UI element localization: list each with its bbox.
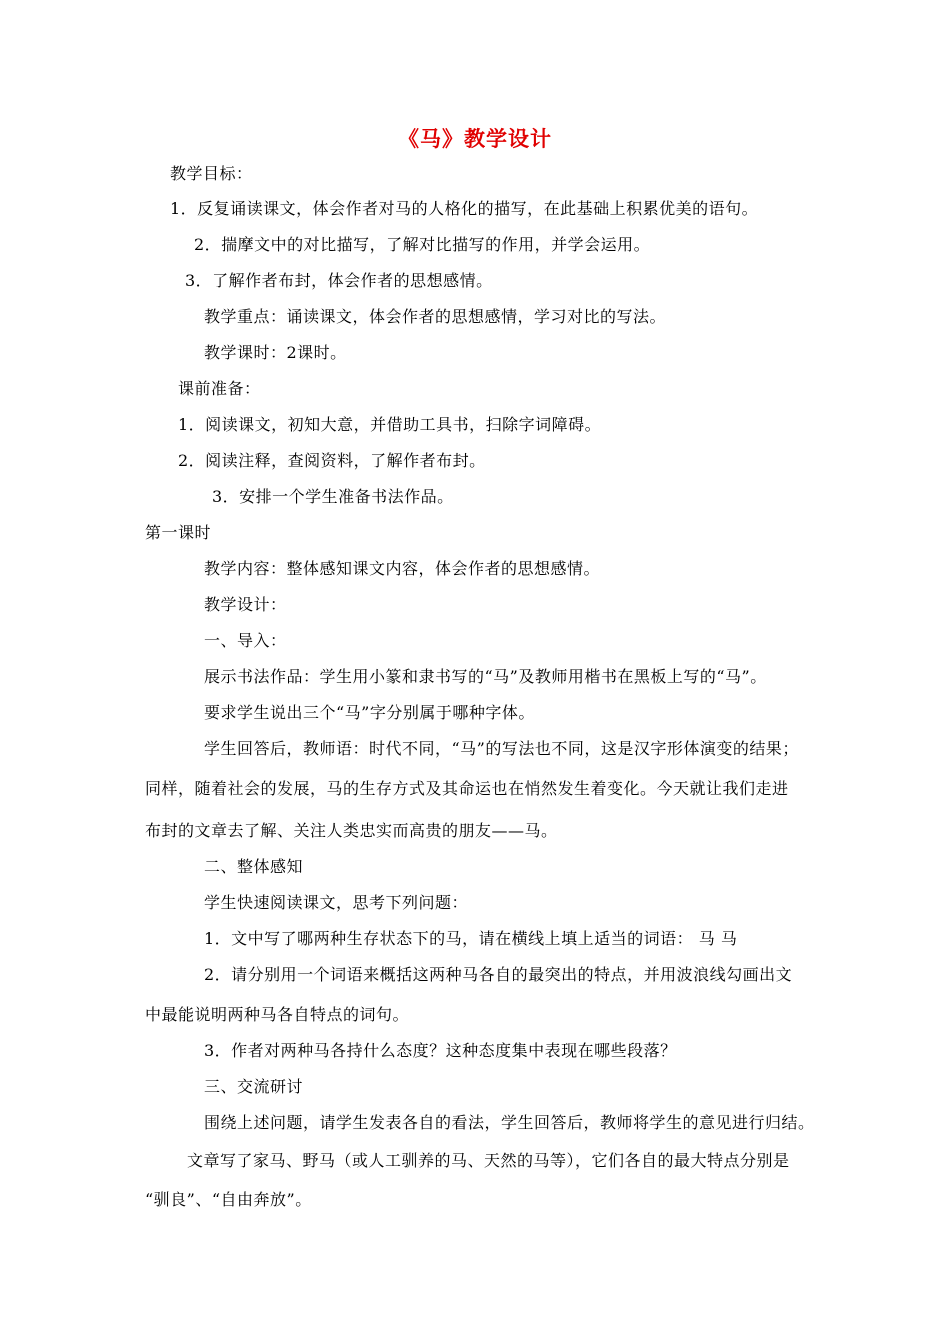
document-title: 《马》教学设计 bbox=[398, 127, 552, 151]
section-heading: 第一课时 bbox=[145, 523, 212, 542]
text-line: 布封的文章去了解、关注人类忠实而高贵的朋友——马。 bbox=[145, 821, 558, 840]
text-line: 三、交流研讨 bbox=[204, 1077, 304, 1096]
text-line: 3．了解作者布封，体会作者的思想感情。 bbox=[185, 271, 493, 290]
text-line: 3．作者对两种马各持什么态度？这种态度集中表现在哪些段落？ bbox=[204, 1041, 677, 1060]
text-line: 课前准备： bbox=[178, 379, 261, 398]
text-line: 2．阅读注释，查阅资料，了解作者布封。 bbox=[178, 451, 486, 470]
text-line: 1．阅读课文，初知大意，并借助工具书，扫除字词障碍。 bbox=[178, 415, 602, 434]
text-line: 教学课时：2课时。 bbox=[204, 343, 347, 362]
text-line: 同样，随着社会的发展，马的生存方式及其命运也在悄然发生着变化。今天就让我们走进 bbox=[145, 779, 789, 798]
text-line: 教学重点：诵读课文，体会作者的思想感情，学习对比的写法。 bbox=[204, 307, 667, 326]
text-line: 1．反复诵读课文，体会作者对马的人格化的描写，在此基础上积累优美的语句。 bbox=[170, 199, 759, 218]
text-line: 2．请分别用一个词语来概括这两种马各自的最突出的特点，并用波浪线勾画出文 bbox=[204, 965, 793, 984]
text-line: 一、导入： bbox=[204, 631, 287, 650]
text-line: 围绕上述问题，请学生发表各自的看法，学生回答后，教师将学生的意见进行归结。 bbox=[204, 1113, 815, 1132]
text-line: 2．揣摩文中的对比描写，了解对比描写的作用，并学会运用。 bbox=[194, 235, 651, 254]
text-line: 学生快速阅读课文，思考下列问题： bbox=[204, 893, 469, 912]
text-line: 学生回答后，教师语：时代不同，“马”的写法也不同，这是汉字形体演变的结果； bbox=[204, 739, 799, 758]
text-line: 教学内容：整体感知课文内容，体会作者的思想感情。 bbox=[204, 559, 601, 578]
text-line: 教学目标： bbox=[170, 164, 253, 183]
text-line: 要求学生说出三个“马”字分别属于哪种字体。 bbox=[204, 703, 535, 722]
text-line: 1．文中写了哪两种生存状态下的马，请在横线上填上适当的词语： 马 马 bbox=[204, 929, 738, 948]
text-line: 3．安排一个学生准备书法作品。 bbox=[212, 487, 454, 506]
text-line: 文章写了家马、野马（或人工驯养的马、天然的马等），它们各自的最大特点分别是 bbox=[187, 1151, 790, 1170]
text-line: 二、整体感知 bbox=[204, 857, 304, 876]
text-line: 展示书法作品：学生用小篆和隶书写的“马”及教师用楷书在黑板上写的“马”。 bbox=[204, 667, 767, 686]
text-line: 教学设计： bbox=[204, 595, 287, 614]
text-line: “驯良”、“自由奔放”。 bbox=[145, 1190, 312, 1209]
text-line: 中最能说明两种马各自特点的词句。 bbox=[145, 1005, 410, 1024]
